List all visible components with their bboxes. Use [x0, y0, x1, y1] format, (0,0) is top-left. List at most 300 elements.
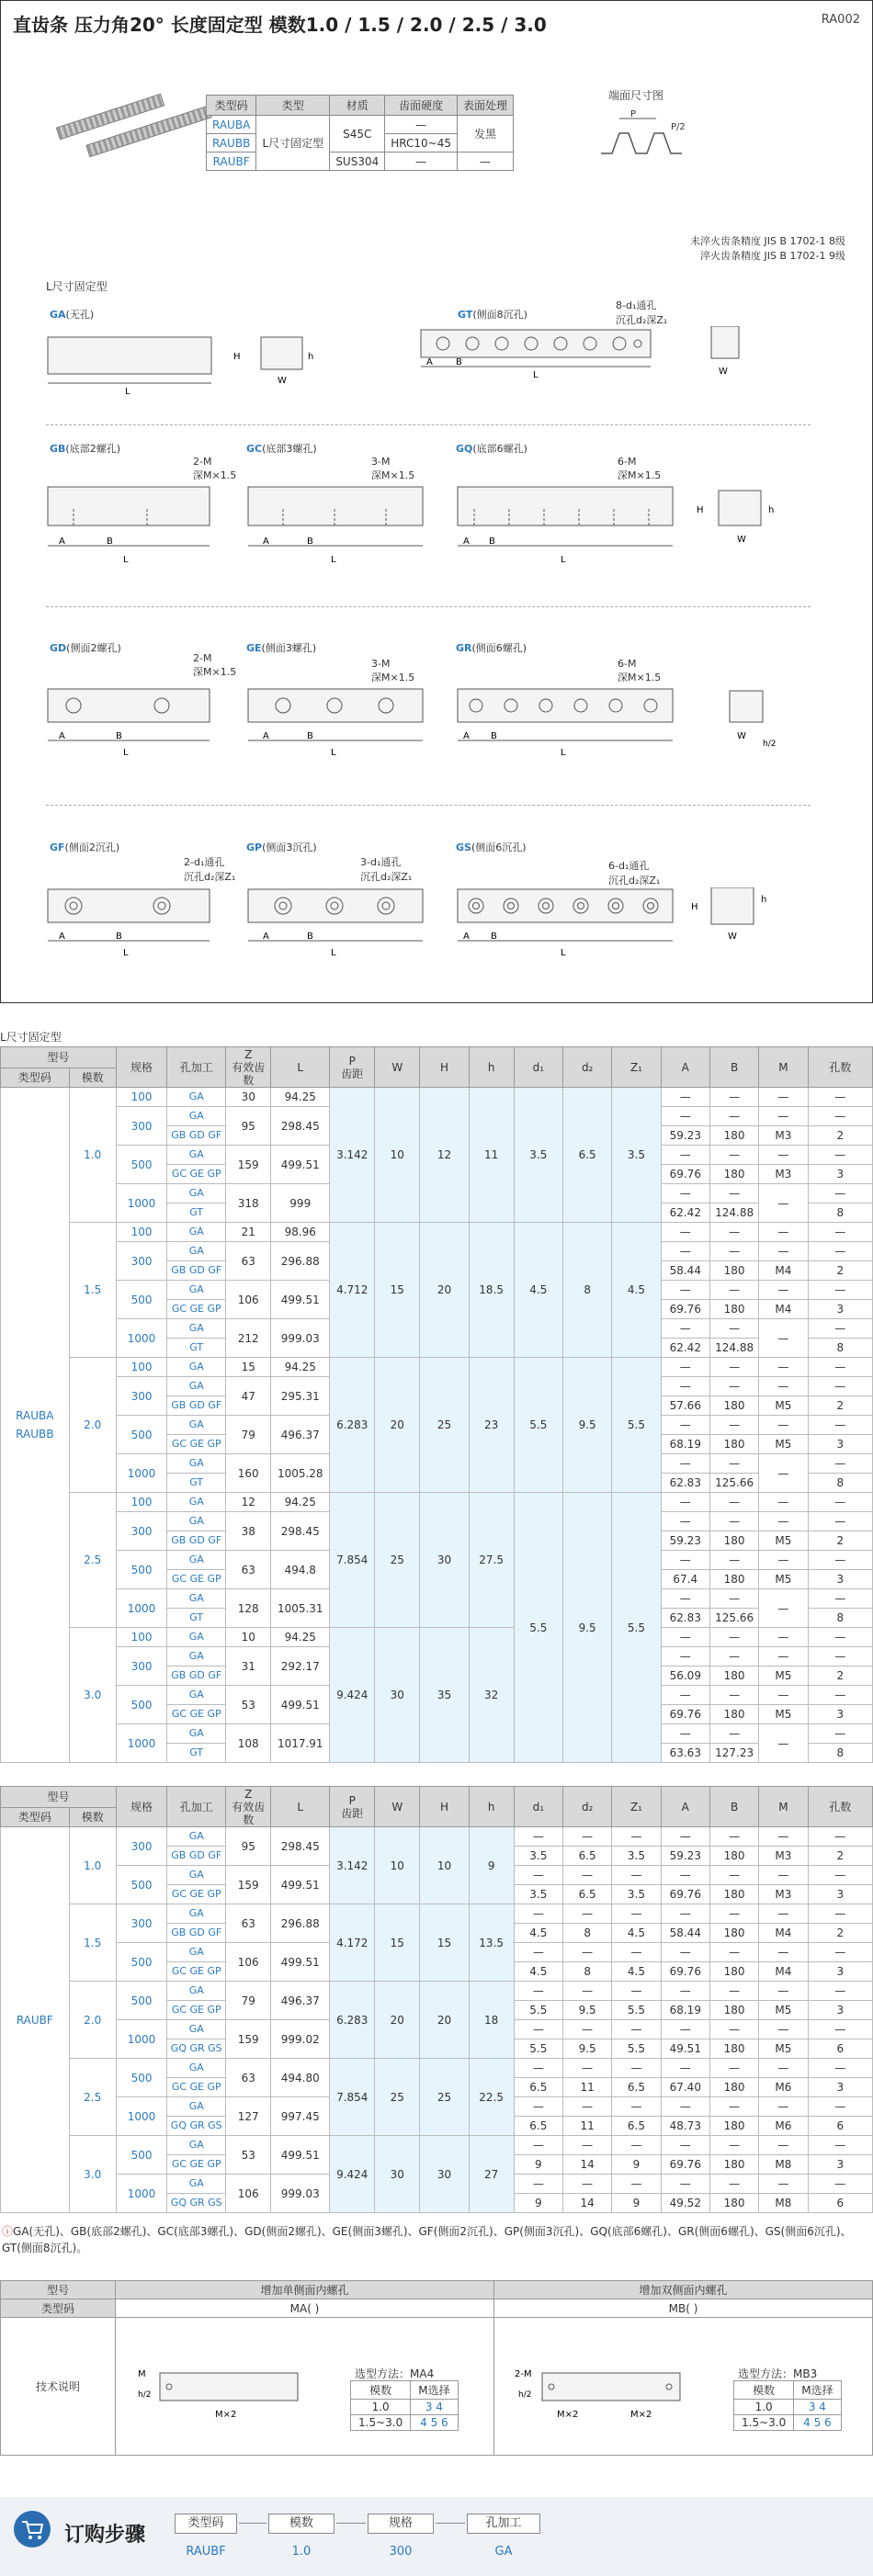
svg-text:L: L	[331, 948, 336, 958]
gd-note: 2-M 深M×1.5	[193, 652, 237, 678]
size-cell: 1000	[116, 1184, 166, 1223]
th-h: H	[420, 1047, 469, 1088]
h-small-cell: 27	[469, 2136, 514, 2213]
th-type-code: 类型码	[1, 1068, 70, 1088]
z-cell: 212	[226, 1319, 271, 1358]
b-cell: 180	[709, 1300, 758, 1319]
holes-cell: —	[808, 2136, 872, 2155]
a-cell: 62.42	[661, 1339, 709, 1358]
hole-cell: GA	[167, 1724, 226, 1744]
m-cell: —	[759, 1146, 808, 1165]
gc-note: 3-M 深M×1.5	[371, 456, 415, 481]
h-cell: 12	[420, 1088, 469, 1223]
z-cell: 63	[226, 1904, 271, 1943]
l-cell: 1005.28	[271, 1454, 330, 1493]
z1-cell: 4.5	[612, 1962, 661, 1982]
holes-cell: —	[808, 1107, 872, 1126]
info-icon: ⓘ	[2, 2225, 14, 2238]
m-cell: —	[759, 1319, 808, 1358]
hole-cell: GQ GR GS	[167, 2039, 226, 2059]
size-cell: 300	[116, 1647, 166, 1686]
b-cell: 127.23	[709, 1744, 758, 1763]
th-z1-2: Z₁	[612, 1787, 661, 1827]
b-cell: 180	[709, 1962, 758, 1982]
label-gc: GC(底部3螺孔)	[246, 443, 317, 455]
z1-cell: 5.5	[612, 2001, 661, 2020]
m-cell: —	[759, 2175, 808, 2194]
th-d1-2: d₁	[514, 1787, 562, 1827]
b-cell: —	[709, 1551, 758, 1570]
d1-cell: 5.5	[514, 1358, 562, 1493]
th-hardness: 齿面硬度	[385, 96, 458, 116]
module-cell: 3.0	[69, 1628, 116, 1763]
hole-cell: GC GE GP	[167, 1165, 226, 1184]
hole-cell: GQ GR GS	[167, 2194, 226, 2213]
size-cell: 300	[116, 1512, 166, 1551]
a-cell: 56.09	[661, 1666, 709, 1686]
h-small-cell: 18.5	[469, 1223, 514, 1358]
size-cell: 500	[116, 2136, 166, 2175]
hole-cell: GA	[167, 1088, 226, 1107]
holes-cell: —	[808, 1223, 872, 1242]
a-cell: 69.76	[661, 1885, 709, 1904]
th-w: W	[375, 1047, 420, 1088]
size-cell: 1000	[116, 1454, 166, 1493]
label-gf: GF(侧面2沉孔)	[50, 842, 120, 853]
b-cell: —	[709, 1827, 758, 1847]
w-cell: 10	[375, 1088, 420, 1223]
a-cell: —	[661, 1904, 709, 1924]
z1-cell: 6.5	[612, 2078, 661, 2097]
module-cell: 2.0	[69, 1358, 116, 1493]
z-cell: 159	[226, 1146, 271, 1184]
type-code-raubf[interactable]: RAUBF	[207, 153, 256, 171]
hole-cell: GB GD GF	[167, 1924, 226, 1943]
m-cell: —	[759, 1088, 808, 1107]
hole-cell: GA	[167, 1512, 226, 1531]
z-cell: 106	[226, 2175, 271, 2213]
l-cell: 296.88	[271, 1904, 330, 1943]
a-cell: 57.66	[661, 1396, 709, 1416]
svg-text:A: A	[463, 932, 470, 942]
d1-cell: —	[514, 1982, 562, 2001]
drawing-ga	[46, 326, 358, 395]
tech-double-cell	[494, 2318, 873, 2456]
a-cell: 62.83	[661, 1609, 709, 1628]
d1-cell: —	[514, 2175, 562, 2194]
hole-cell: GQ GR GS	[167, 2117, 226, 2136]
m-cell: —	[759, 1866, 808, 1885]
w-cell: 25	[375, 1493, 420, 1628]
m-cell: —	[759, 1184, 808, 1223]
holes-cell: —	[808, 1146, 872, 1165]
a-cell: 63.63	[661, 1744, 709, 1763]
hole-cell: GA	[167, 1146, 226, 1165]
m-cell: M5	[759, 1531, 808, 1551]
hole-cell: GA	[167, 1904, 226, 1924]
separator-3	[46, 805, 811, 806]
h-cell: 30	[420, 1493, 469, 1628]
hole-cell: GA	[167, 2097, 226, 2117]
size-cell: 500	[116, 1551, 166, 1589]
table-row	[1, 1358, 873, 1377]
z1-cell: 5.5	[612, 1493, 661, 1763]
z1-cell: 5.5	[612, 1358, 661, 1493]
m-cell: —	[759, 1943, 808, 1962]
p-cell: 6.283	[330, 1982, 375, 2059]
svg-text:A: A	[463, 537, 470, 547]
hole-cell: GB GD GF	[167, 1531, 226, 1551]
catalog-code: RA002	[821, 13, 860, 27]
order-value-size: 300	[389, 2545, 413, 2559]
hole-cell: GT	[167, 1609, 226, 1628]
svg-text:h: h	[308, 352, 314, 362]
z-cell: 128	[226, 1589, 271, 1628]
a-cell: —	[661, 1827, 709, 1847]
b-cell: 180	[709, 1705, 758, 1724]
b-cell: —	[709, 1982, 758, 2001]
d1-cell: 3.5	[514, 1847, 562, 1866]
d2-cell: 8	[563, 1223, 612, 1358]
p-cell: 7.854	[330, 2059, 375, 2136]
svg-text:A: A	[59, 731, 65, 741]
module-cell: 2.5	[69, 1493, 116, 1628]
holes-cell: —	[808, 1647, 872, 1666]
holes-cell: 3	[808, 1885, 872, 1904]
l-cell: 999	[271, 1184, 330, 1223]
b-cell: 180	[709, 2155, 758, 2175]
holes-cell: 6	[808, 2117, 872, 2136]
d2-cell: 11	[563, 2117, 612, 2136]
svg-text:A: A	[59, 932, 65, 942]
a-cell: 59.23	[661, 1531, 709, 1551]
drawing-gr	[456, 687, 805, 761]
z-cell: 95	[226, 1107, 271, 1146]
hole-cell: GB GD GF	[167, 1847, 226, 1866]
order-connector-2	[336, 2523, 366, 2524]
svg-text:A: A	[263, 731, 269, 741]
holes-cell: —	[808, 1454, 872, 1474]
holes-cell: —	[808, 2059, 872, 2078]
b-cell: 180	[709, 2001, 758, 2020]
svg-text:L: L	[123, 748, 129, 758]
svg-text:B: B	[456, 357, 462, 367]
holes-cell: —	[808, 1319, 872, 1339]
h-cell: 25	[420, 1358, 469, 1493]
z-cell: 12	[226, 1493, 271, 1512]
d2-cell: 6.5	[563, 1885, 612, 1904]
hole-cell: GB GD GF	[167, 1396, 226, 1416]
m-cell: M8	[759, 2155, 808, 2175]
l-cell: 298.45	[271, 1107, 330, 1146]
p-cell: 9.424	[330, 2136, 375, 2213]
svg-text:M×2: M×2	[557, 2410, 579, 2420]
d2-cell: —	[563, 2175, 612, 2194]
th-hole: 孔加工	[167, 1047, 226, 1088]
hole-cell: GA	[167, 1628, 226, 1647]
hole-cell: GT	[167, 1339, 226, 1358]
d2-cell: 6.5	[563, 1847, 612, 1866]
holes-cell: 2	[808, 1924, 872, 1943]
size-cell: 300	[116, 1377, 166, 1416]
tech-th-double: 增加双侧面内螺孔	[494, 2281, 873, 2299]
z1-cell: 5.5	[612, 2039, 661, 2059]
z-cell: 106	[226, 1281, 271, 1319]
d2-cell: 9.5	[563, 2039, 612, 2059]
hole-cell: GA	[167, 1281, 226, 1300]
b-cell: —	[709, 2136, 758, 2155]
a-cell: —	[661, 1146, 709, 1165]
th-module: 模数	[69, 1068, 116, 1088]
hole-cell: GA	[167, 1454, 226, 1474]
size-cell: 1000	[116, 1724, 166, 1763]
b-cell: —	[709, 1647, 758, 1666]
hole-cell: GA	[167, 1416, 226, 1435]
d2-cell: 8	[563, 1924, 612, 1943]
b-cell: 180	[709, 1165, 758, 1184]
label-gq: GQ(底部6螺孔)	[456, 443, 527, 455]
type-code-raubb[interactable]: RAUBB	[207, 134, 256, 153]
p-cell: 3.142	[330, 1827, 375, 1904]
holes-cell: 3	[808, 2078, 872, 2097]
th-b: B	[709, 1047, 758, 1088]
gq-note: 6-M 深M×1.5	[618, 456, 662, 481]
d1-cell: 3.5	[514, 1885, 562, 1904]
l-cell: 499.51	[271, 1866, 330, 1904]
l-cell: 296.88	[271, 1242, 330, 1281]
d1-cell: —	[514, 1827, 562, 1847]
tech-mb-method: 选型方法：MB3	[738, 2367, 818, 2380]
order-step-module: 模数	[268, 2514, 334, 2534]
hardness-b: HRC10~45	[385, 134, 458, 153]
hole-cell: GA	[167, 1493, 226, 1512]
a-cell: —	[661, 1724, 709, 1744]
z-cell: 53	[226, 2136, 271, 2175]
size-cell: 1000	[116, 2175, 166, 2213]
z1-cell: 3.5	[612, 1885, 661, 1904]
th-holes: 孔数	[808, 1047, 872, 1088]
svg-text:B: B	[116, 731, 122, 741]
b-cell: 180	[709, 2039, 758, 2059]
a-cell: —	[661, 1416, 709, 1435]
d1-cell: 6.5	[514, 2117, 562, 2136]
a-cell: —	[661, 1319, 709, 1339]
d1-cell: 9	[514, 2194, 562, 2213]
drawing-gd	[46, 687, 221, 761]
d2-cell: —	[563, 1943, 612, 1962]
d1-cell: —	[514, 2136, 562, 2155]
table-row	[1, 1982, 873, 2001]
th-size-2: 规格	[116, 1787, 166, 1827]
hole-cell: GA	[167, 1319, 226, 1339]
l-cell: 997.45	[271, 2097, 330, 2136]
a-cell: —	[661, 2097, 709, 2117]
m-cell: M5	[759, 1396, 808, 1416]
surface-f: —	[457, 153, 513, 171]
z1-cell: 4.5	[612, 1924, 661, 1943]
m-cell: —	[759, 2097, 808, 2117]
label-ge: GE(侧面3螺孔)	[246, 642, 317, 654]
a-cell: —	[661, 1512, 709, 1531]
b-cell: 180	[709, 2078, 758, 2097]
svg-text:L: L	[125, 387, 130, 395]
a-cell: 58.44	[661, 1924, 709, 1943]
z1-cell: 3.5	[612, 1088, 661, 1223]
hole-cell: GA	[167, 2020, 226, 2039]
svg-text:h/2: h/2	[138, 2390, 152, 2400]
a-cell: —	[661, 1628, 709, 1647]
order-step-size: 规格	[368, 2514, 434, 2534]
gear-tooth-profile	[599, 107, 700, 163]
hole-cell: GA	[167, 1358, 226, 1377]
d2-cell: 6.5	[563, 1088, 612, 1223]
z-cell: 38	[226, 1512, 271, 1551]
z-cell: 95	[226, 1827, 271, 1866]
b-cell: —	[709, 1943, 758, 1962]
tech-label: 技术说明	[1, 2318, 116, 2456]
th-p-2: P 齿距	[330, 1787, 375, 1827]
d1-cell: —	[514, 2097, 562, 2117]
holes-cell: 2	[808, 1261, 872, 1281]
z-cell: 53	[226, 1686, 271, 1724]
w-cell: 30	[375, 2136, 420, 2213]
holes-cell: —	[808, 1242, 872, 1261]
d1-cell: 6.5	[514, 2078, 562, 2097]
size-cell: 100	[116, 1223, 166, 1242]
z-cell: 63	[226, 1242, 271, 1281]
m-cell: M4	[759, 1962, 808, 1982]
l-cell: 295.31	[271, 1377, 330, 1416]
svg-text:A: A	[463, 731, 470, 741]
svg-text:A: A	[263, 932, 269, 942]
a-cell: —	[661, 1493, 709, 1512]
svg-text:B: B	[491, 932, 497, 942]
holes-cell: 3	[808, 2155, 872, 2175]
ge-note: 3-M 深M×1.5	[371, 658, 415, 684]
holes-cell: —	[808, 1827, 872, 1847]
m-cell: M3	[759, 1885, 808, 1904]
z-cell: 47	[226, 1377, 271, 1416]
d2-cell: 9.5	[563, 1358, 612, 1493]
b-cell: —	[709, 1319, 758, 1339]
b-cell: 180	[709, 1126, 758, 1146]
svg-text:H: H	[691, 902, 698, 912]
m-cell: M6	[759, 2117, 808, 2136]
d2-cell: 9.5	[563, 1493, 612, 1763]
tech-single-cell	[116, 2318, 494, 2456]
table-row	[1, 2059, 873, 2078]
size-cell: 1000	[116, 1319, 166, 1358]
hole-cell: GA	[167, 2175, 226, 2194]
z1-cell: —	[612, 1866, 661, 1885]
d1-cell: 3.5	[514, 1088, 562, 1223]
hole-cell: GA	[167, 2059, 226, 2078]
drawing-gp	[246, 887, 430, 961]
drawing-gs	[456, 887, 805, 961]
material-table	[206, 95, 514, 171]
th-h-2: H	[420, 1787, 469, 1827]
d1-cell: —	[514, 1943, 562, 1962]
z1-cell: 9	[612, 2194, 661, 2213]
svg-text:B: B	[116, 932, 122, 942]
m-cell: —	[759, 1512, 808, 1531]
th-l: L	[271, 1047, 330, 1088]
th-type-code-2: 类型码	[1, 1808, 70, 1827]
th-d2-2: d₂	[563, 1787, 612, 1827]
b-cell: 180	[709, 1570, 758, 1589]
hole-cell: GA	[167, 1647, 226, 1666]
type-code-rauba[interactable]: RAUBA	[207, 116, 256, 134]
size-cell: 300	[116, 1827, 166, 1866]
end-p2-label: P/2	[671, 122, 686, 132]
d2-cell: —	[563, 2059, 612, 2078]
holes-cell: 2	[808, 1396, 872, 1416]
b-cell: —	[709, 1454, 758, 1474]
d2-cell: —	[563, 2020, 612, 2039]
order-step-type: 类型码	[175, 2514, 237, 2534]
hole-cell: GA	[167, 1866, 226, 1885]
svg-text:h/2: h/2	[763, 740, 777, 749]
b-cell: 180	[709, 1666, 758, 1686]
hardness-f: —	[385, 153, 458, 171]
w-cell: 25	[375, 2059, 420, 2136]
svg-text:h/2: h/2	[518, 2390, 532, 2400]
w-cell: 20	[375, 1358, 420, 1493]
b-cell: —	[709, 2059, 758, 2078]
svg-text:M×2: M×2	[630, 2410, 652, 2420]
a-cell: 68.19	[661, 1435, 709, 1454]
b-cell: —	[709, 1416, 758, 1435]
h-small-cell: 22.5	[469, 2059, 514, 2136]
th-b-2: B	[709, 1787, 758, 1827]
m-cell: —	[759, 1242, 808, 1261]
table-row	[1, 1223, 873, 1242]
svg-text:W: W	[737, 731, 746, 741]
b-cell: 180	[709, 2117, 758, 2136]
b-cell: —	[709, 1184, 758, 1203]
gs-note: 6-d₁通孔 沉孔d₂深Z₁	[608, 860, 661, 887]
m-cell: M5	[759, 1666, 808, 1686]
a-cell: —	[661, 1647, 709, 1666]
th-d2: d₂	[563, 1047, 612, 1088]
svg-text:L: L	[561, 555, 566, 565]
a-cell: —	[661, 1107, 709, 1126]
th-module-2: 模数	[69, 1808, 116, 1827]
tech-table	[0, 2280, 873, 2456]
z1-cell: —	[612, 1982, 661, 2001]
gp-note: 3-d₁通孔 沉孔d₂深Z₁	[360, 856, 413, 883]
m-cell: —	[759, 1982, 808, 2001]
th-d1: d₁	[514, 1047, 562, 1088]
w-cell: 30	[375, 1628, 420, 1763]
order-connector-1	[239, 2523, 266, 2524]
m-cell: M5	[759, 2039, 808, 2059]
h-small-cell: 9	[469, 1827, 514, 1904]
z-cell: 318	[226, 1184, 271, 1223]
hole-cell: GA	[167, 1184, 226, 1203]
a-cell: 67.4	[661, 1570, 709, 1589]
a-cell: 62.42	[661, 1203, 709, 1223]
a-cell: 69.76	[661, 1165, 709, 1184]
b-cell: —	[709, 1589, 758, 1609]
svg-text:L: L	[331, 748, 336, 758]
svg-text:B: B	[307, 731, 313, 741]
hole-cell: GA	[167, 1107, 226, 1126]
order-connector-3	[436, 2523, 465, 2524]
b-cell: 180	[709, 1396, 758, 1416]
size-cell: 300	[116, 1242, 166, 1281]
svg-text:W: W	[737, 535, 746, 545]
